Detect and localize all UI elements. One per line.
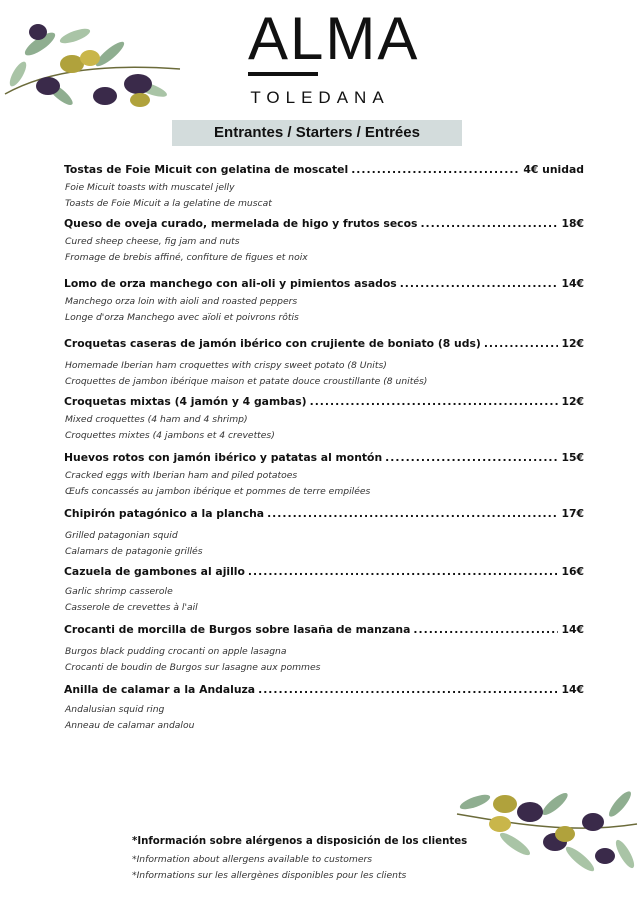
logo-underline <box>248 70 392 82</box>
section-title: Entrantes / Starters / Entrées <box>172 120 462 146</box>
item-price: 4€ unidad <box>523 163 584 176</box>
menu-item <box>64 274 584 326</box>
item-translation-en: Grilled patagonian squid <box>65 530 178 541</box>
item-translation-fr: Fromage de brebis affiné, confiture de figues et noix <box>65 252 308 263</box>
item-price: 14€ <box>561 683 584 696</box>
item-translation-en: Andalusian squid ring <box>65 704 165 715</box>
item-name: Lomo de orza manchego con ali-oli y pimientos asados <box>64 277 397 290</box>
item-translation-fr: Crocanti de boudin de Burgos sur lasagne aux pommes <box>65 662 321 673</box>
item-price: 18€ <box>561 217 584 230</box>
item-name: Croquetas caseras de jamón ibérico con crujiente de boniato (8 uds) <box>64 337 481 350</box>
menu-item <box>64 620 584 676</box>
item-price: 16€ <box>561 565 584 578</box>
brand-name: ALMA <box>248 5 420 72</box>
menu-item <box>64 448 584 500</box>
menu-item <box>64 334 584 390</box>
brand-subtitle: TOLEDANA <box>250 88 390 107</box>
item-translation-en: Homemade Iberian ham croquettes with crispy sweet potato (8 Units) <box>65 360 387 371</box>
allergen-note-en: *Information about allergens available to customers <box>132 854 373 865</box>
item-name: Huevos rotos con jamón ibérico y patatas al montón <box>64 451 383 464</box>
item-price: 14€ <box>561 277 584 290</box>
allergen-note-es: *Información sobre alérgenos a disposición de los clientes <box>132 836 468 847</box>
item-price: 12€ <box>561 395 584 408</box>
item-translation-fr: Calamars de patagonie grillés <box>65 546 203 557</box>
item-name: Tostas de Foie Micuit con gelatina de moscatel <box>64 163 349 176</box>
menu-item <box>64 392 584 444</box>
item-price: 15€ <box>561 451 584 464</box>
item-translation-en: Manchego orza loin with aioli and roasted peppers <box>65 296 298 307</box>
item-name: Crocanti de morcilla de Burgos sobre lasaña de manzana <box>64 623 411 636</box>
item-translation-en: Foie Micuit toasts with muscatel jelly <box>65 182 235 193</box>
item-price: 14€ <box>561 623 584 636</box>
menu-item <box>64 680 584 734</box>
allergen-note-fr: *Informations sur les allergènes disponibles pour les clients <box>132 870 407 881</box>
item-price: 12€ <box>561 337 584 350</box>
item-name: Cazuela de gambones al ajillo <box>64 565 245 578</box>
item-translation-en: Burgos black pudding crocanti on apple lasagna <box>65 646 287 657</box>
item-translation-fr: Longe d'orza Manchego avec aïoli et poivrons rôtis <box>65 312 299 323</box>
item-translation-fr: Anneau de calamar andalou <box>65 720 195 731</box>
item-translation-fr: Casserole de crevettes à l'ail <box>65 602 198 613</box>
menu-item <box>64 160 584 212</box>
item-translation-en: Cured sheep cheese, fig jam and nuts <box>65 236 240 247</box>
item-price: 17€ <box>561 507 584 520</box>
item-name: Queso de oveja curado, mermelada de higo y frutos secos <box>64 217 418 230</box>
item-name: Anilla de calamar a la Andaluza <box>64 683 256 696</box>
item-translation-fr: Œufs concassés au jambon ibérique et pommes de terre empilées <box>65 486 371 497</box>
item-translation-fr: Croquettes de jambon ibérique maison et patate douce croustillante (8 unités) <box>65 376 428 387</box>
item-translation-en: Mixed croquettes (4 ham and 4 shrimp) <box>65 414 248 425</box>
item-translation-en: Garlic shrimp casserole <box>65 586 173 597</box>
item-translation-en: Cracked eggs with Iberian ham and piled potatoes <box>65 470 298 481</box>
item-translation-fr: Toasts de Foie Micuit a la gelatine de muscat <box>65 198 272 209</box>
item-name: Croquetas mixtas (4 jamón y 4 gambas) <box>64 395 307 408</box>
menu-item <box>64 504 584 560</box>
menu-item <box>64 214 584 266</box>
olive-branch-top-left <box>0 14 185 109</box>
menu-list <box>64 160 584 734</box>
allergen-note <box>132 834 492 884</box>
item-name: Chipirón patagónico a la plancha <box>64 507 265 520</box>
item-translation-fr: Croquettes mixtes (4 jambons et 4 crevettes) <box>65 430 275 441</box>
menu-item <box>64 562 584 616</box>
